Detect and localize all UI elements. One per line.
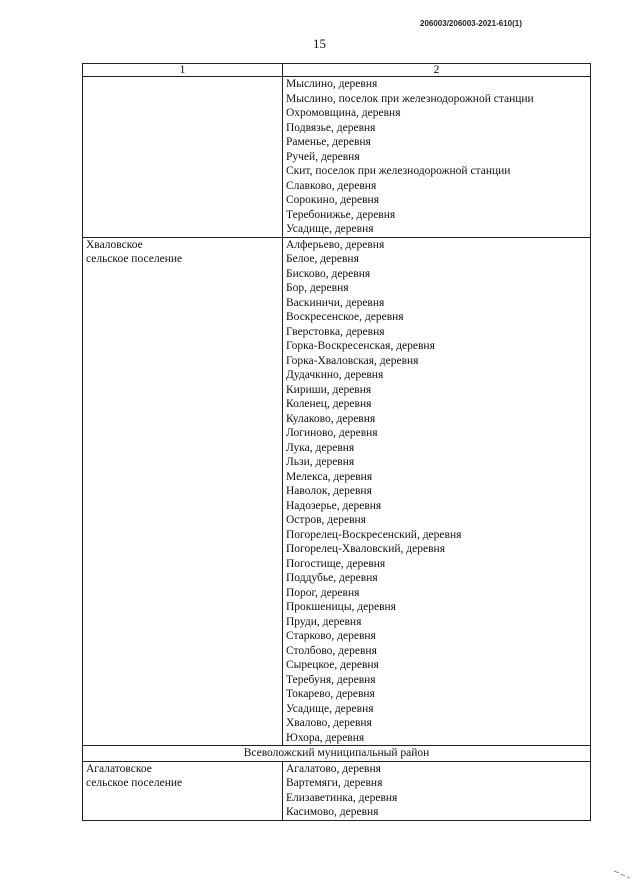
place-item: Воскресенское, деревня [286, 311, 404, 323]
place-item: Порог, деревня [286, 586, 360, 599]
places-cell [283, 761, 591, 820]
settlement-name-line: сельское поселение [86, 777, 183, 789]
place-item: Раменье, деревня [286, 136, 371, 148]
place-item: Логиново, деревня [286, 427, 378, 439]
settlements-table [82, 63, 591, 821]
place-item: Юхора, деревня [286, 731, 365, 744]
place-item: Мыслино, деревня [286, 78, 378, 90]
district-heading-row [83, 746, 591, 762]
settlement-cell [83, 761, 283, 820]
settlement-name-line: сельское поселение [86, 253, 183, 265]
place-item: Лука, деревня [286, 441, 355, 454]
place-item: Васкиничи, деревня [286, 296, 385, 309]
place-item: Скит, поселок при железнодорожной станции [286, 165, 511, 177]
table-row [83, 761, 591, 820]
place-item: Столбово, деревня [286, 644, 377, 657]
place-item: Наволок, деревня [286, 485, 372, 497]
places-cell [283, 237, 591, 746]
place-item: Ручей, деревня [286, 150, 360, 163]
place-item: Надозерье, деревня [286, 499, 382, 512]
place-item: Гверстовка, деревня [286, 325, 385, 338]
table-row [83, 77, 591, 238]
place-item: Елизаветинка, деревня [286, 791, 398, 804]
place-item: Теребуня, деревня [286, 673, 376, 686]
place-item: Алферьево, деревня [286, 238, 385, 251]
place-item: Погорелец-Воскресенский, деревня [286, 528, 462, 541]
place-item: Бор, деревня [286, 282, 349, 294]
place-item: Сырецкое, деревня [286, 659, 379, 671]
place-item: Пруди, деревня [286, 615, 362, 628]
place-item: Коленец, деревня [286, 398, 372, 410]
document-code: 206003/206003-2021-610(1) [420, 19, 522, 28]
place-item: Кулаково, деревня [286, 412, 376, 425]
place-item: Кириши, деревня [286, 383, 372, 396]
place-item: Горка-Хваловская, деревня [286, 354, 419, 367]
place-item: Погостище, деревня [286, 557, 386, 570]
place-item: Дудачкино, деревня [286, 369, 384, 381]
district-heading: Всеволожский муниципальный район [83, 746, 591, 762]
place-item: Мелекса, деревня [286, 470, 373, 483]
place-item: Подвязье, деревня [286, 121, 376, 134]
place-item: Сорокино, деревня [286, 194, 379, 206]
place-item: Усадище, деревня [286, 702, 374, 715]
place-item: Токарево, деревня [286, 688, 375, 700]
place-item: Охромовщина, деревня [286, 107, 401, 119]
place-item: Бисково, деревня [286, 267, 371, 280]
place-item: Поддубье, деревня [286, 572, 378, 584]
place-item: Остров, деревня [286, 514, 366, 526]
place-item: Славково, деревня [286, 179, 377, 192]
place-item: Горка-Воскресенская, деревня [286, 340, 435, 352]
place-item: Хвалово, деревня [286, 717, 372, 729]
table-header-row [83, 64, 591, 77]
place-item: Вартемяги, деревня [286, 777, 383, 789]
place-item: Белое, деревня [286, 253, 359, 265]
place-item: Старково, деревня [286, 630, 376, 642]
settlement-cell [83, 77, 283, 238]
column-header-1: 1 [83, 64, 283, 77]
column-header-2: 2 [283, 64, 591, 77]
place-item: Агалатово, деревня [286, 762, 381, 775]
place-item: Погорелец-Хваловский, деревня [286, 543, 445, 555]
place-item: Прокшеницы, деревня [286, 601, 396, 613]
page-number: 15 [313, 36, 326, 51]
settlement-name-line: Хваловское [86, 238, 143, 251]
place-item: Усадище, деревня [286, 223, 374, 235]
settlement-cell [83, 237, 283, 746]
place-item: Льзи, деревня [286, 456, 355, 468]
table-row [83, 237, 591, 746]
places-cell [283, 77, 591, 238]
place-item: Мыслино, поселок при железнодорожной станции [286, 92, 534, 105]
scan-mark-icon [613, 869, 631, 879]
place-item: Теребонижье, деревня [286, 208, 396, 221]
place-item: Касимово, деревня [286, 806, 379, 818]
settlement-name-line: Агалатовское [86, 762, 152, 775]
